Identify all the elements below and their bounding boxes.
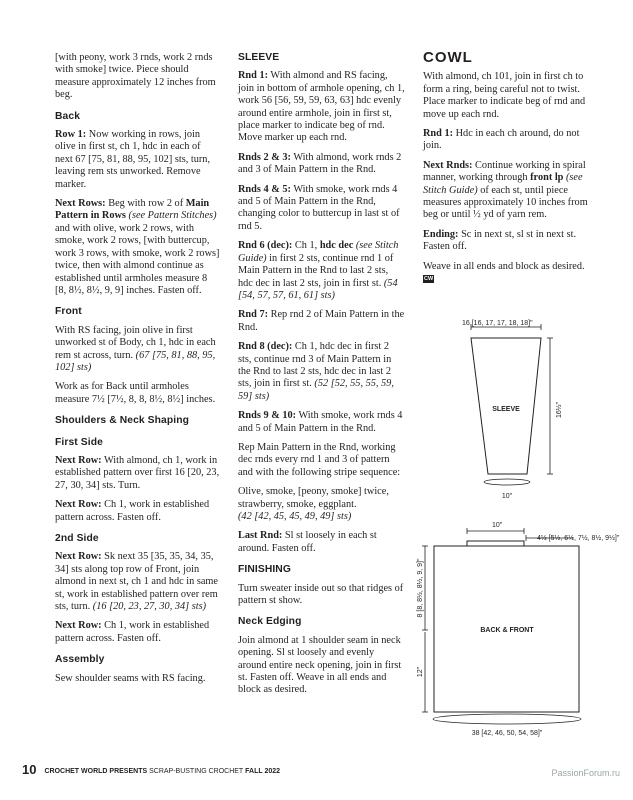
heading-back: Back xyxy=(55,110,81,122)
heading-shoulders: Shoulders & Neck Shaping xyxy=(55,415,189,427)
text-italic: (67 [75, 81, 88, 95, 102] sts) xyxy=(55,349,216,373)
footer-title: SCRAP-BUSTING CROCHET xyxy=(149,768,244,775)
lead-label: Rnd 1: xyxy=(423,128,454,140)
text-italic: (42 [42, 45, 45, 49, 49] sts) xyxy=(238,511,352,522)
text: Ch 1, hdc dec in first 2 sts, continue rnd 3 of Main Pattern in the Rnd to last 2 sts, hdc dec in last 2 sts, join in first st. xyxy=(238,341,392,390)
paragraph: Work as for Back until armholes measure 7½ [7½, 8, 8, 8½, 8½] inches. xyxy=(55,381,216,405)
text-italic: (54 [54, 57, 57, 61, 61] sts) xyxy=(238,277,398,301)
text: With almond, ch 1, work in established pattern over first 16 [20, 23, 27, 30, 34] sts. Turn. xyxy=(55,454,220,491)
text: Hdc in each ch around, do not join. xyxy=(423,128,580,152)
lead-label: Next Row: xyxy=(55,551,102,563)
shoulder-width-label: 4½ [5½, 6½, 7½, 8½, 9½]" xyxy=(537,535,620,542)
text: Beg with row 2 of xyxy=(105,198,186,210)
watermark: PassionForum.ru xyxy=(551,768,620,778)
paragraph: Sew shoulder seams with RS facing. xyxy=(55,672,206,684)
text: and with olive, work 2 rows, with smoke, work 2 rows, [with buttercup, work 3 rows, with smoke, work 2 rows] twice, then with almond continue as established until armholes measure 8 [8, 8½, 8½, 9, 9] inches. Fasten off. xyxy=(55,222,220,296)
lead-label: Next Row: xyxy=(55,454,102,466)
lead-label: Next Rows: xyxy=(55,198,106,210)
heading-second-side: 2nd Side xyxy=(55,533,99,544)
lead-label: Rnds 2 & 3: xyxy=(238,151,291,163)
text-italic: (see Pattern Stitches) xyxy=(125,210,217,222)
lead-label: Last Rnd: xyxy=(238,530,283,542)
heading-first-side: First Side xyxy=(55,436,103,448)
text: Ch 1, xyxy=(292,240,320,252)
lead-label: Next Rnds: xyxy=(423,159,473,171)
lead-label: Rnd 1: xyxy=(238,70,269,82)
body-width-label: 38 [42, 46, 50, 54, 58]" xyxy=(471,730,543,737)
text-bold: front lp xyxy=(530,172,564,184)
text: Continue working in spiral manner, working through xyxy=(423,159,586,184)
body-hem xyxy=(433,714,581,724)
text: Sl st loosely in each st around. Fasten off. xyxy=(238,530,377,554)
paragraph: [with peony, work 3 rnds, work 2 rnds with smoke] twice. Piece should measure approximately 12 inches from beg. xyxy=(55,52,216,101)
text-italic: (see Stitch Guide) xyxy=(423,172,583,196)
text: Olive, smoke, [peony, smoke] twice, strawberry, smoke, eggplant. xyxy=(238,486,389,510)
page-footer xyxy=(22,762,280,777)
text-italic: (see Stitch Guide) xyxy=(238,240,399,264)
text: With RS facing, join olive in first unworked st of Body, ch 1, hdc in each rem st across, turn. xyxy=(55,324,216,361)
text: Sk next 35 [35, 35, 34, 35, 34] sts along top row of Front, join almond in next st, ch 1 and hdc in same st, work in established pattern over rem sts, turn. xyxy=(55,551,219,613)
text: With almond, work rnds 2 and 3 of Main Pattern in the Rnd. xyxy=(238,151,402,176)
lead-label: Next Row: xyxy=(55,620,102,632)
sleeve-top-label: 16 [16, 17, 17, 18, 18]" xyxy=(462,320,533,327)
sleeve-bottom-label: 10" xyxy=(501,493,513,500)
text: Rep rnd 2 of Main Pattern in the Rnd. xyxy=(238,309,405,333)
sleeve-length-label: 16½" xyxy=(556,401,563,419)
footer-issue: FALL 2022 xyxy=(245,768,281,775)
heading-finishing: FINISHING xyxy=(238,564,291,576)
lead-label: Rnd 6 (dec): xyxy=(238,240,293,252)
body-label: BACK & FRONT xyxy=(480,627,534,634)
text-italic: (16 [20, 23, 27, 30, 34] sts) xyxy=(92,601,207,613)
page-number: 10 xyxy=(22,762,37,777)
neck-width-label: 10" xyxy=(492,522,503,529)
lead-label: Next Row: xyxy=(55,499,102,511)
lead-label: Rnds 9 & 10: xyxy=(238,410,297,422)
lead-label: Rnd 7: xyxy=(238,309,269,321)
text: of each st, until piece measures approximately 10 inches from beg or until ½ yd of yarn rem. xyxy=(423,184,588,221)
heading-sleeve: SLEEVE xyxy=(238,52,280,63)
paragraph: With almond, ch 101, join in first ch to form a ring, being careful not to twist. Place marker to indicate beg of rnd and move up each rnd. xyxy=(423,71,586,120)
text: in first 2 sts, continue rnd 1 of Main Pattern in the Rnd to last 2 sts, hdc dec in last 2 sts, join in first st. xyxy=(238,252,394,289)
footer-brand: CROCHET WORLD PRESENTS xyxy=(44,768,148,775)
lead-label: Ending: xyxy=(423,228,459,240)
text: With smoke, work rnds 4 and 5 of Main Pattern in the Rnd. xyxy=(238,410,403,434)
paragraph: Join almond at 1 shoulder seam in neck opening. Sl st loosely and evenly around entire neck opening, join in first st. Fasten off. Weave in all ends and block as desired. xyxy=(238,634,402,696)
text: Weave in all ends and block as desired. xyxy=(423,260,585,272)
body-length-label: 12" xyxy=(417,666,424,678)
heading-front: Front xyxy=(55,306,82,318)
text: Now working in rows, join olive in first st, ch 1, hdc in each of next 67 [75, 81, 88, 95, 102] sts, turn, leaving rem sts unworked. Remove marker. xyxy=(55,129,211,190)
lead-label: Rnd 8 (dec): xyxy=(238,341,293,353)
lead-label: Row 1: xyxy=(55,129,87,141)
text: Sc in next st, sl st in next st. Fasten off. xyxy=(423,228,577,253)
text-bold: hdc dec xyxy=(319,240,354,252)
text-bold: Main Pattern in Rows xyxy=(55,198,210,222)
heading-assembly: Assembly xyxy=(55,654,105,666)
paragraph: Rep Main Pattern in the Rnd, working dec rnds every rnd 1 and 3 of pattern and with the following stripe sequence: xyxy=(238,441,401,478)
text: Ch 1, work in established pattern across. Fasten off. xyxy=(55,620,210,644)
text: With smoke, work rnds 4 and 5 of Main Pattern in the Rnd, changing color to buttercup in last st of rnd 5. xyxy=(238,183,400,232)
heading-cowl: COWL xyxy=(423,49,473,66)
cw-end-icon: CW xyxy=(424,276,434,283)
paragraph: Turn sweater inside out so that ridges of pattern st show. xyxy=(238,582,404,607)
sleeve-label: SLEEVE xyxy=(492,406,520,413)
armhole-depth-label: 8 [8, 8½, 8½, 9, 9]" xyxy=(417,558,424,618)
sleeve-cuff xyxy=(484,479,530,485)
text-italic: (52 [52, 55, 55, 59, 59] sts) xyxy=(238,378,394,402)
heading-neck-edging: Neck Edging xyxy=(238,616,302,628)
text: Ch 1, work in established pattern across. Fasten off. xyxy=(55,499,210,523)
text: With almond and RS facing, join in bottom of armhole opening, ch 1, work 56 [56, 59, 59, 63, 63] hdc evenly around entire armhole, join in first st, place marker to indicate beg of rnd. Move marker up each rnd. xyxy=(238,70,405,144)
lead-label: Rnds 4 & 5: xyxy=(238,183,291,195)
